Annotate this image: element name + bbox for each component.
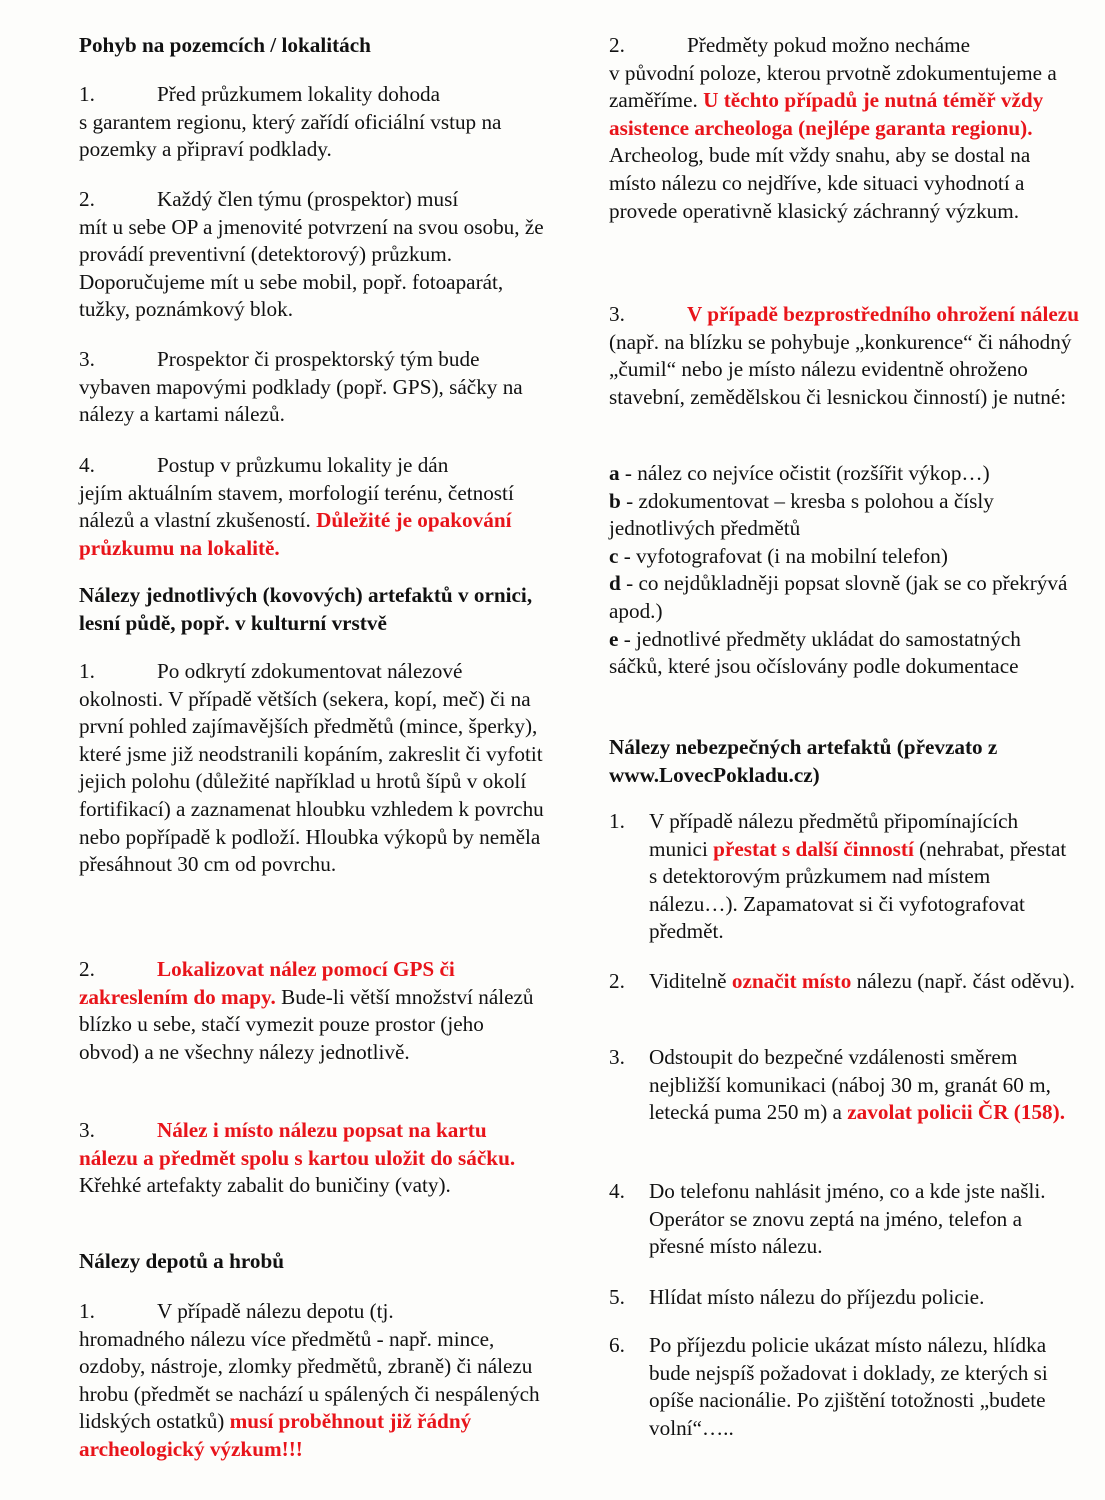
steps-list xyxy=(609,460,1079,681)
step-b: b - zdokumentovat – kresba s polohou a čísly jednotlivých předmětů xyxy=(609,488,994,541)
step-d: d - co nejdůkladněji popsat slovně (jak se co překrývá apod.) xyxy=(609,571,1068,623)
list-item: 1. V případě nálezu depotu (tj. hromadného nálezu více předmětů - např. mince, ozdoby, nástroje, zlomky předmětů, zbraně) či nálezu hrobu (předmět se nachází u spálených či nespálených lidských ostatků) musí proběhnout již řádný archeologický výzkum!!! xyxy=(79,1299,540,1461)
section-heading-movement: Pohyb na pozemcích / lokalitách xyxy=(79,33,371,57)
step-a: a - nález co nejvíce očistit (rozšířit výkop…) xyxy=(609,461,990,485)
list-item: 1. Před průzkumem lokality dohoda s garantem regionu, který zařídí oficiální vstup na pozemky a připraví podklady. xyxy=(79,82,502,162)
section-heading-deposits: Nálezy depotů a hrobů xyxy=(79,1249,285,1273)
list-item: 3. V případě bezprostředního ohrožení nálezu (např. na blízku se pohybuje „konkurence“ či náhodný „čumil“ nebo je místo nálezu evidentně ohroženo stavební, zemědělskou či lesnickou činností) je nutné: xyxy=(609,302,1079,409)
list-item: 6. Po příjezdu policie ukázat místo nálezu, hlídka bude nejspíš požadovat i doklady, ze kterých si opíše nacionálie. Po zjištění totožnosti „budete volní“….. xyxy=(609,1333,1048,1440)
list-item: 1. Po odkrytí zdokumentovat nálezové okolnosti. V případě větších (sekera, kopí, meč) či na první pohled zajímavějších předmětů (mince, šperky), které jsme již neodstranili kopáním, zakreslit či vyfotit jejich polohu (důležité například u hrotů šípů v okolí fortifikací) a zaznamenat hloubku vzhledem k povrchu nebo popřípadě k podloží. Hloubka výkopů by neměla přesáhnout 30 cm od povrchu. xyxy=(79,659,544,877)
step-e: e - jednotlivé předměty ukládat do samostatných sáčků, které jsou očíslovány podle dokumentace xyxy=(609,626,1021,679)
step-c: c - vyfotografovat (i na mobilní telefon) xyxy=(609,543,948,568)
section-heading-dangerous: Nálezy nebezpečných artefaktů (převzato z www.LovecPokladu.cz) xyxy=(609,735,998,787)
list-item: 2. Lokalizovat nález pomocí GPS či zakreslením do mapy. Bude-li větší množství nálezů blízko u sebe, stačí vymezit pouze prostor (jeho obvod) a ne všechny nálezy jednotlivě. xyxy=(79,957,534,1064)
list-item: 2. Každý člen týmu (prospektor) musí mít u sebe OP a jmenovité potvrzení na svou osobu, že provádí preventivní (detektorový) průzkum. Doporučujeme mít u sebe mobil, popř. fotoaparát, tužky, poznámkový blok. xyxy=(79,187,544,322)
list-item: 5. Hlídat místo nálezu do příjezdu policie. xyxy=(609,1285,985,1309)
list-item: 3. Odstoupit do bezpečné vzdálenosti směrem nejbližší komunikaci (náboj 30 m, granát 60 m, letecká puma 250 m) a zavolat policii ČR (158). xyxy=(609,1045,1065,1125)
list-item: 2. Viditelně označit místo nálezu (např. část oděvu). xyxy=(609,969,1075,993)
section-heading-artifacts: Nálezy jednotlivých (kovových) artefaktů v ornici, lesní půdě, popř. v kulturní vrstvě xyxy=(79,583,533,635)
list-item: 1. V případě nálezu předmětů připomínajících munici přestat s další činností (nehrabat, přestat s detektorovým průzkumem nad místem nálezu…). Zapamatovat si či vyfotografovat předmět. xyxy=(609,809,1067,944)
list-item: 2. Předměty pokud možno necháme v původní poloze, kterou prvotně zdokumentujeme a zaměříme. U těchto případů je nutná téměř vždy asistence archeologa (nejlépe garanta regionu). Archeolog, bude mít vždy snahu, aby se dostal na místo nálezu co nejdříve, kde situaci vyhodnotí a provede operativně klasický záchranný výzkum. xyxy=(609,33,1057,223)
list-item: 3. Nález i místo nálezu popsat na kartu nálezu a předmět spolu s kartou uložit do sáčku. Křehké artefakty zabalit do buničiny (vaty). xyxy=(79,1118,516,1198)
list-item: 4. Postup v průzkumu lokality je dán jejím aktuálním stavem, morfologií terénu, četností nálezů a vlastní zkušeností. Důležité je opakování průzkumu na lokalitě. xyxy=(79,453,514,560)
list-item: 4. Do telefonu nahlásit jméno, co a kde jste našli. Operátor se znovu zeptá na jméno, telefon a přesné místo nálezu. xyxy=(609,1179,1046,1259)
list-item: 3. Prospektor či prospektorský tým bude vybaven mapovými podklady (popř. GPS), sáčky na nálezy a kartami nálezů. xyxy=(79,347,523,427)
